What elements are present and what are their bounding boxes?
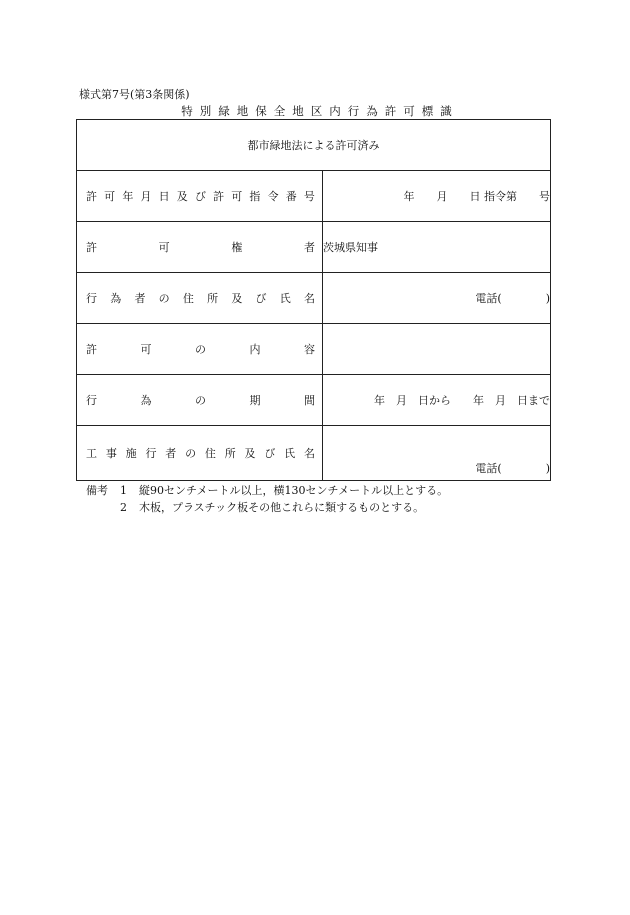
row-label-char: 所 [207,292,219,305]
row-label-char: 施 [125,447,137,460]
row-label-char: 番 [285,190,297,203]
table-row [77,222,551,273]
row-label-char: 名 [303,292,315,305]
notes-heading: 備考 [86,484,108,497]
row-label-char: 為 [140,394,152,407]
row-label-char: 氏 [279,292,291,305]
row-label-char: 号 [303,190,315,203]
row-label-char: 許 [86,241,97,254]
row-label-char: の [195,343,206,356]
table-row [77,375,551,426]
activity-period-value: 年 月 日から 年 月 日まで [323,375,551,426]
row-label-char: 可 [158,241,170,254]
form-id: 様式第7号(第3条関係) [79,88,190,101]
actor-phone-value: 電話( ) [323,273,551,324]
row-label-char: 許 [213,190,225,203]
row-label-char: 行 [86,394,97,407]
row-label-char: 許 [86,190,97,203]
table-row [77,324,551,375]
row-label-char: 容 [304,343,315,356]
row-label-contractor-address-name [77,426,323,481]
table-row [77,426,551,481]
row-label-char: 年 [122,190,134,203]
row-label-permit-date-number [77,171,323,222]
row-label-char: 住 [182,292,194,305]
row-label-char: 日 [158,190,170,203]
row-label-char: 可 [104,190,116,203]
note-number: 2 [120,501,127,514]
row-label-char: び [194,190,206,203]
row-label-char: の [158,292,170,305]
row-label-char: 名 [303,447,315,460]
row-label-permit-content [77,324,323,375]
row-label-char: の [185,447,197,460]
row-label-char: 可 [231,190,243,203]
row-label-char: 行 [145,447,157,460]
row-label-char: 者 [165,447,177,460]
row-label-char: 為 [110,292,122,305]
row-label-char: び [264,447,276,460]
row-label-char: 者 [134,292,146,305]
row-label-char: 指 [249,190,261,203]
header-cell: 都市緑地法による許可済み [77,120,551,171]
contractor-phone-value: 電話( ) [323,426,551,481]
row-label-char: 内 [249,343,261,356]
row-label-char: 令 [267,190,279,203]
row-label-char: 工 [86,447,97,460]
row-label-char: び [255,292,267,305]
note-text: 縦90センチメートル以上，横130センチメートル以上とする。 [139,484,449,497]
row-label-char: の [195,394,206,407]
document-title: 特別緑地保全地区内行為許可標識 [181,104,459,118]
row-label-char: 及 [231,292,243,305]
row-label-char: 及 [244,447,256,460]
row-label-char: 事 [105,447,117,460]
row-label-char: 期 [249,394,261,407]
note-text: 木板，プラスチック板その他これらに類するものとする。 [139,501,425,514]
row-label-char: 者 [303,241,315,254]
row-label-char: 月 [140,190,152,203]
table-row [77,171,551,222]
row-label-char: 住 [204,447,216,460]
row-label-activity-period [77,375,323,426]
note-number: 1 [120,484,127,497]
notes [86,482,448,516]
row-label-char: 許 [86,343,97,356]
table-row [77,273,551,324]
row-label-char: 及 [176,190,188,203]
row-label-char: 所 [224,447,236,460]
row-label-char: 氏 [284,447,296,460]
permit-authority-value: 茨城県知事 [323,222,551,273]
row-label-char: 可 [140,343,152,356]
row-label-char: 権 [231,241,243,254]
row-label-permit-authority [77,222,323,273]
permit-content-value [323,324,551,375]
row-label-char: 間 [304,394,315,407]
permit-sign-table [76,119,551,481]
row-label-actor-address-name [77,273,323,324]
row-label-char: 行 [86,292,97,305]
permit-date-number-value: 年 月 日 指令第 号 [323,171,551,222]
